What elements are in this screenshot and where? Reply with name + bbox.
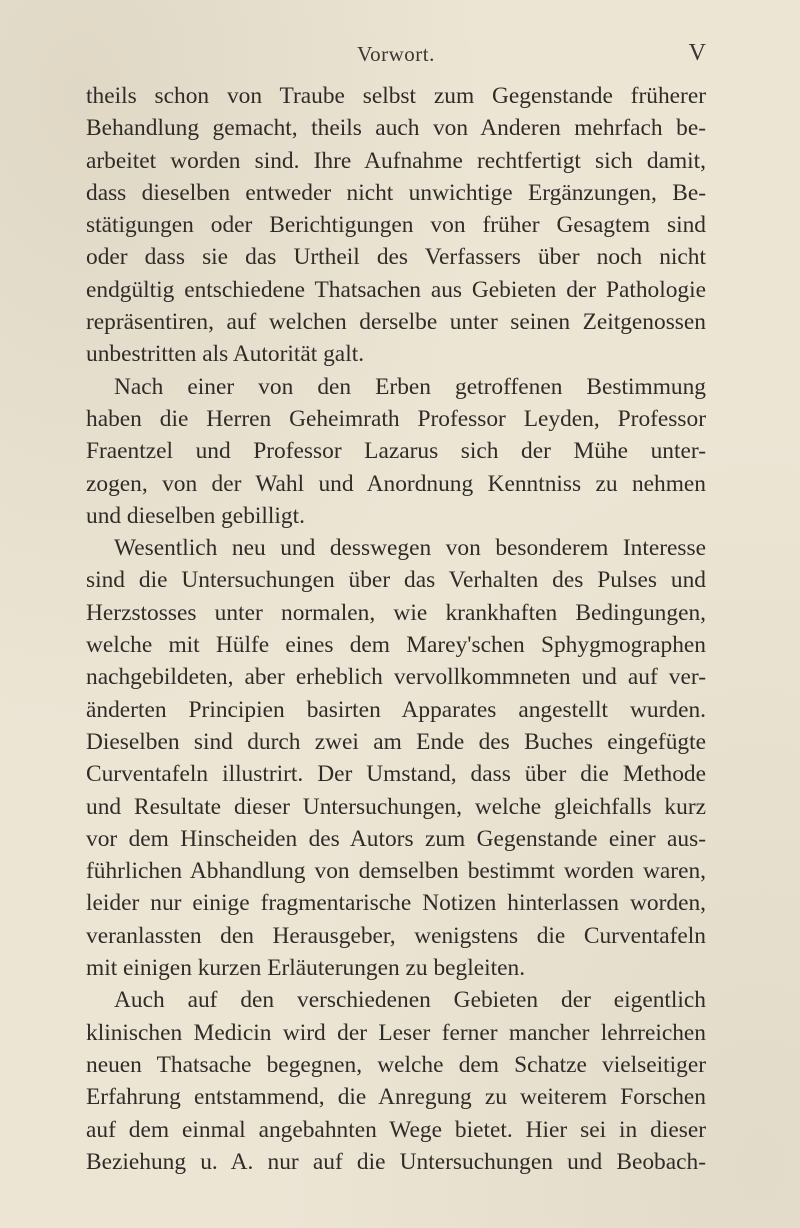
text-line: haben die Herren Geheimrath Professor Leyden, Professor (86, 405, 706, 432)
text-line: Behandlung gemacht, theils auch von Anderen mehrfach be- (86, 115, 706, 142)
text-line: nachgebildeten, aber erheblich vervollkommneten und auf ver- (86, 664, 706, 691)
text-line: welche mit Hülfe eines dem Marey'schen Sphygmographen (86, 632, 706, 659)
text-line: Wesentlich neu und desswegen von besonderem Interesse (114, 535, 706, 562)
text-line: stätigungen oder Berichtigungen von früher Gesagtem sind (86, 212, 706, 239)
text-line: Herzstosses unter normalen, wie krankhaften Bedingungen, (86, 599, 706, 626)
text-line: Erfahrung entstammend, die Anregung zu weiterem Forschen (86, 1084, 706, 1111)
text-line: auf dem einmal angebahnten Wege bietet. Hier sei in dieser (86, 1116, 706, 1143)
text-line: Auch auf den verschiedenen Gebieten der eigentlich (114, 987, 706, 1014)
page-number: V (688, 40, 706, 66)
text-line: theils schon von Traube selbst zum Gegenstande früherer (86, 83, 706, 109)
paragraph (86, 371, 706, 532)
text-line: dass dieselben entweder nicht unwichtige Ergänzungen, Be- (86, 179, 706, 206)
paragraph (86, 984, 706, 1178)
paragraph (86, 80, 706, 371)
paragraph (86, 532, 706, 984)
text-line: mit einigen kurzen Erläuterungen zu begleiten. (86, 955, 526, 982)
text-line: klinischen Medicin wird der Leser ferner mancher lehrreichen (86, 1019, 706, 1046)
text-line: sind die Untersuchungen über das Verhalten des Pulses und (86, 567, 706, 594)
page-header (86, 42, 706, 72)
text-line: führlichen Abhandlung von demselben bestimmt worden waren, (86, 858, 706, 885)
text-line: und dieselben gebilligt. (86, 502, 305, 529)
text-line: arbeitet worden sind. Ihre Aufnahme rechtfertigt sich damit, (86, 147, 706, 174)
text-line: repräsentiren, auf welchen derselbe unter seinen Zeitgenossen (86, 309, 706, 336)
text-line: leider nur einige fragmentarische Notizen hinterlassen worden, (86, 890, 706, 917)
text-line: Curventafeln illustrirt. Der Umstand, dass über die Methode (86, 761, 706, 788)
text-line: Dieselben sind durch zwei am Ende des Buches eingefügte (86, 728, 706, 755)
text-line: vor dem Hinscheiden des Autors zum Gegenstande einer aus- (86, 825, 706, 852)
text-line: oder dass sie das Urtheil des Verfassers über noch nicht (86, 244, 706, 271)
running-head: Vorwort. (357, 42, 435, 66)
text-line: neuen Thatsache begegnen, welche dem Schatze vielseitiger (86, 1051, 706, 1078)
text-line: Nach einer von den Erben getroffenen Bestimmung (114, 373, 706, 400)
text-line: Beziehung u. A. nur auf die Untersuchungen und Beobach- (86, 1148, 706, 1175)
text-line: veranlassten den Herausgeber, wenigstens die Curventafeln (86, 922, 706, 949)
body-text (86, 80, 706, 1178)
text-line: unbestritten als Autorität galt. (86, 341, 365, 368)
text-line: zogen, von der Wahl und Anordnung Kenntniss zu nehmen (86, 470, 706, 497)
text-line: Fraentzel und Professor Lazarus sich der Mühe unter- (86, 438, 706, 465)
text-line: änderten Principien basirten Apparates angestellt wurden. (86, 696, 706, 723)
text-line: endgültig entschiedene Thatsachen aus Gebieten der Pathologie (86, 276, 706, 303)
text-line: und Resultate dieser Untersuchungen, welche gleichfalls kurz (86, 793, 706, 820)
